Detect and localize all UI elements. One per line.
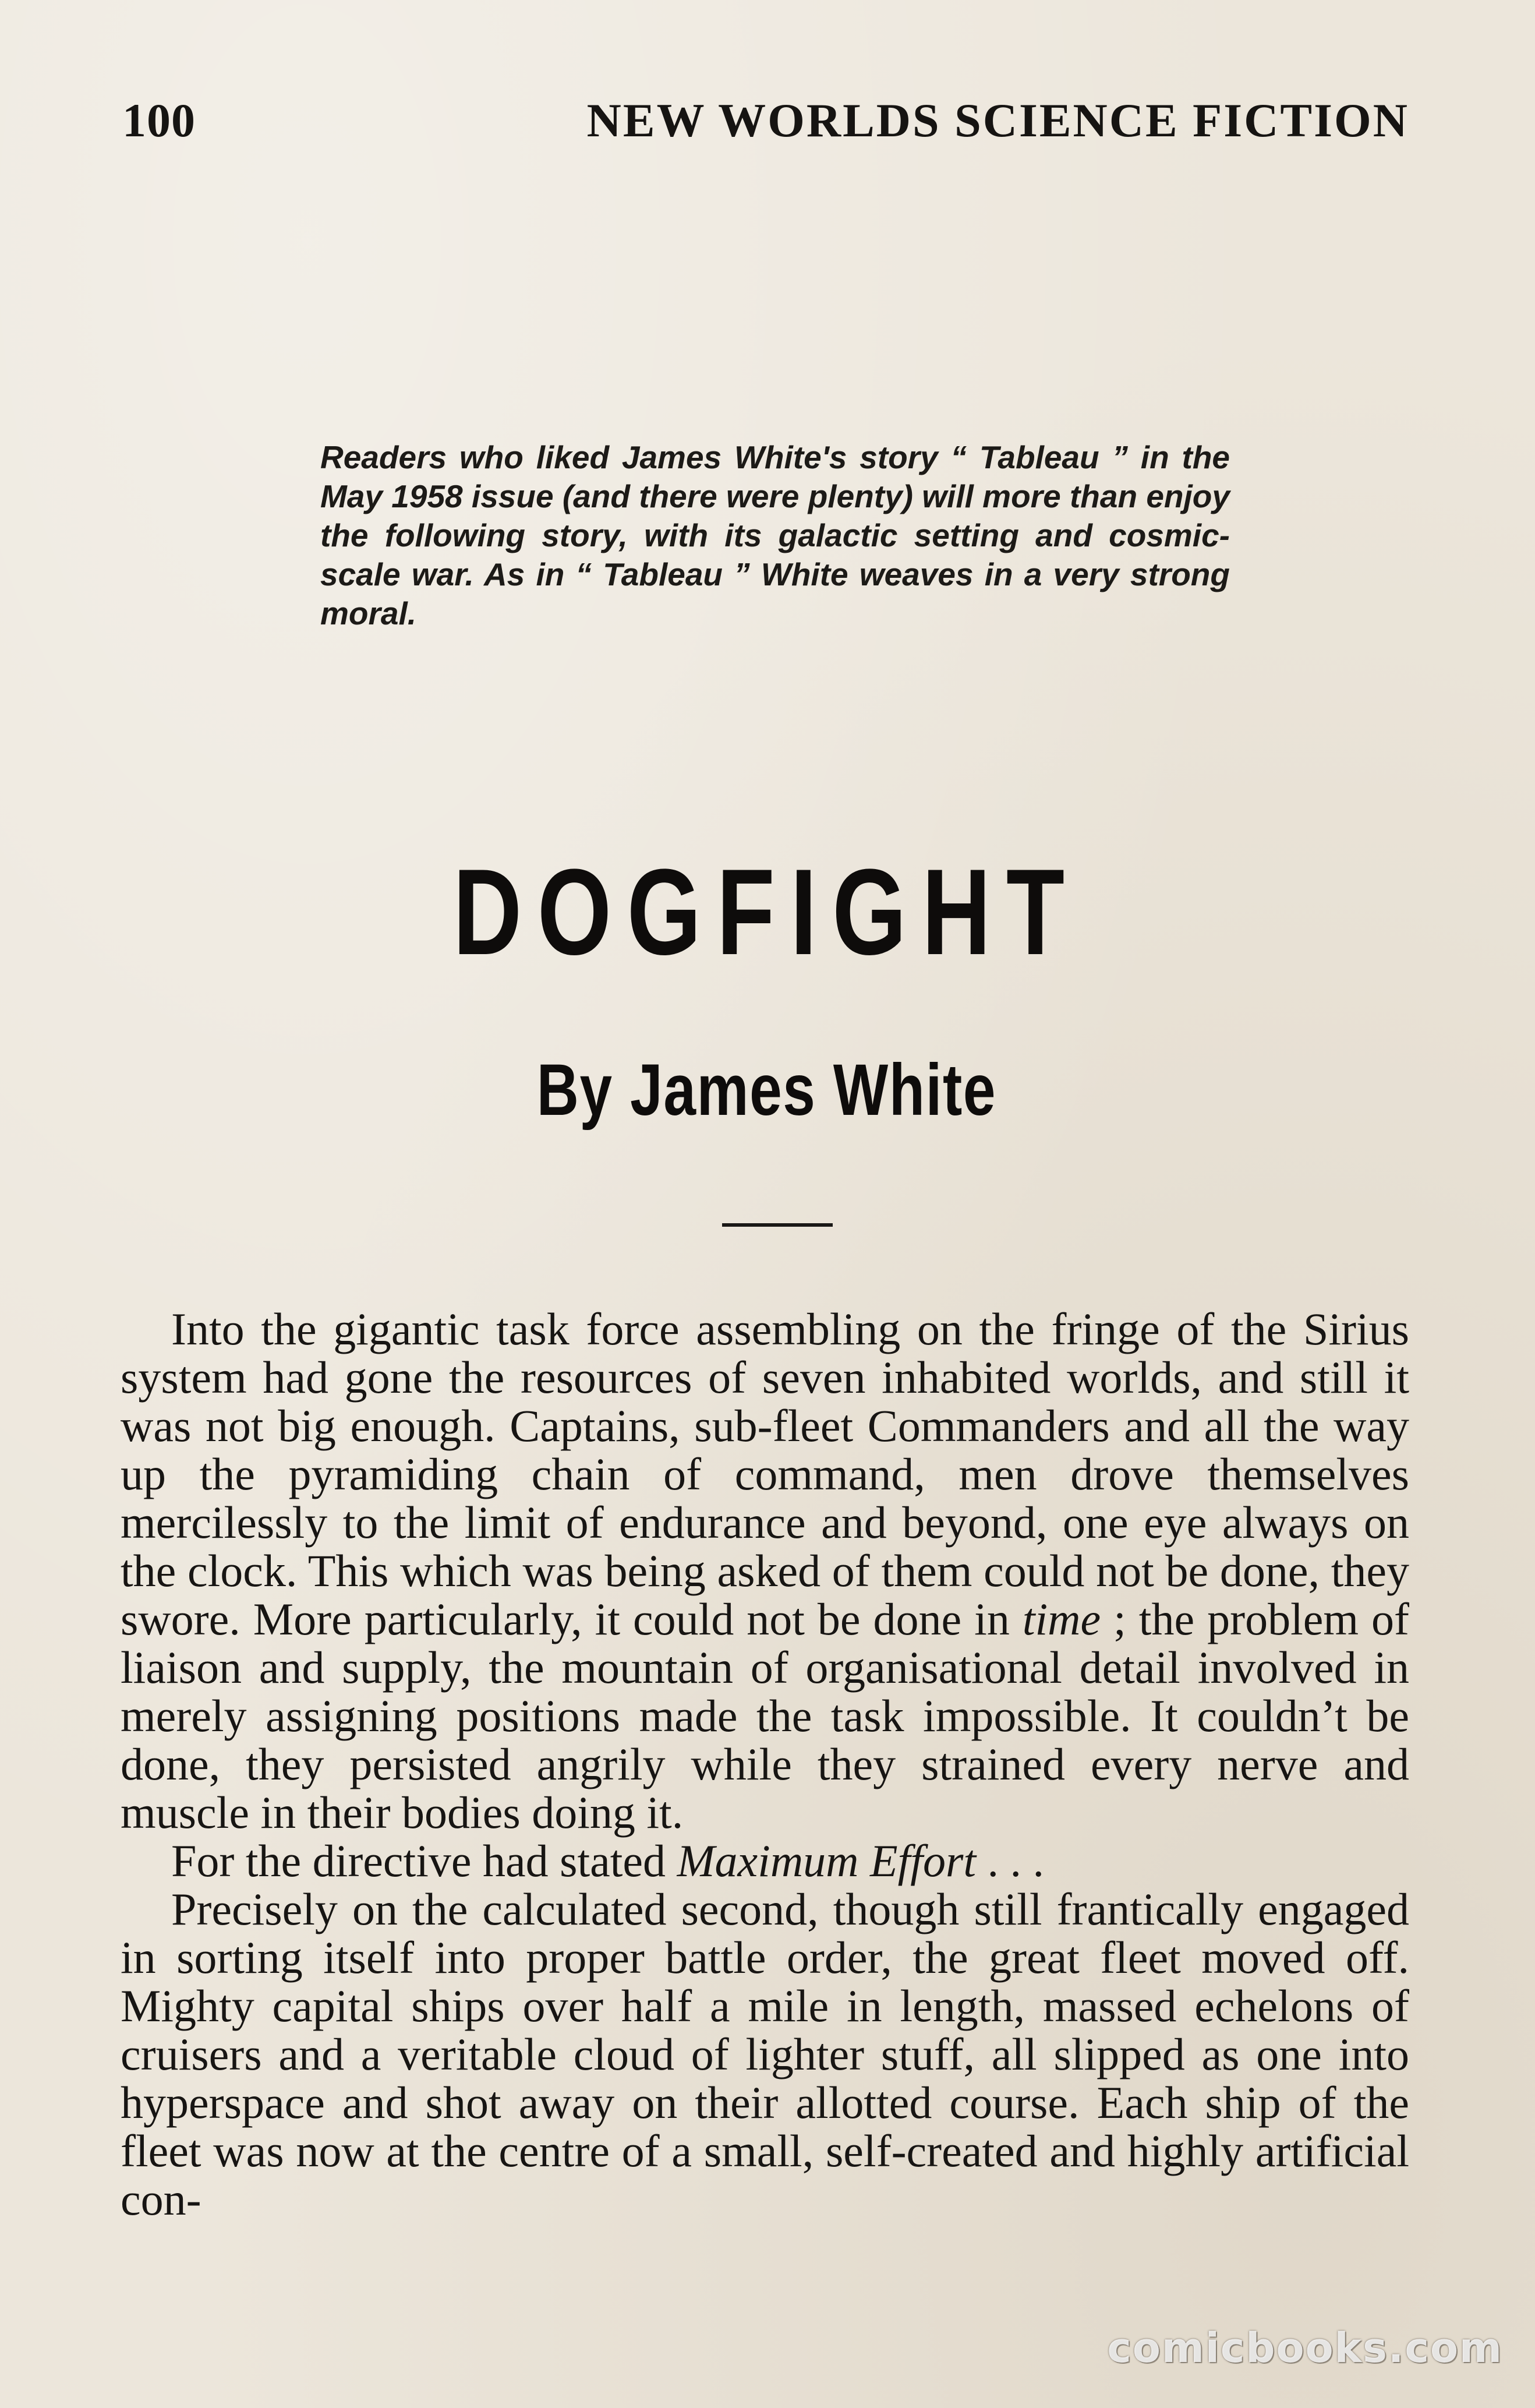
section-divider (722, 1223, 833, 1227)
running-head (122, 93, 1409, 157)
paragraph-2-text: For the directive had stated (171, 1835, 677, 1886)
magazine-title: NEW WORLDS SCIENCE FICTION (586, 94, 1409, 147)
story-introduction: Readers who liked James White's story “ Tableau ” in the May 1958 issue (and there were plenty) will more than enjoy the following story, with its galactic setting and cosmic-scale war. As in “ Tableau ” White weaves in a very strong moral. (320, 439, 1230, 631)
body-paragraph-2 (121, 1837, 1409, 1885)
page-number: 100 (122, 94, 196, 147)
story-body (121, 1305, 1409, 2223)
source-watermark: comicbooks.com (1107, 2324, 1503, 2372)
paragraph-1-emphasis: time (1022, 1594, 1101, 1644)
paragraph-2-text-end: . . . (976, 1835, 1044, 1886)
body-paragraph-1 (121, 1305, 1409, 1837)
paragraph-3-text: Precisely on the calculated second, though still frantically engaged in sorting itself into proper battle order, the great fleet moved off. Mighty capital ships over half a mile in length, massed echelons of cruisers and a veritable cloud of lighter stuff, all slipped as one into hyperspace and shot away on their allotted course. Each ship of the fleet was now at the centre of a small, self-created and highly artificial con- (121, 1884, 1409, 2225)
body-paragraph-3 (121, 1885, 1409, 2223)
paragraph-1-text-end: ; the problem of liaison and supply, the mountain of organisational detail involved in merely assigning positions made the task impossible. It couldn’t be done, they persisted angrily while they strained every nerve and muscle in their bodies doing it. (121, 1594, 1409, 1838)
paragraph-1-text: Into the gigantic task force assembling on the fringe of the Sirius system had gone the resources of seven inhabited worlds, and still it was not big enough. Captains, sub-fleet Commanders and all the way up the pyramiding chain of command, men drove themselves mercilessly to the limit of endurance and beyond, one eye always on the clock. This which was being asked of them could not be done, they swore. More particularly, it could not be done in (121, 1304, 1409, 1644)
author-byline: By James White (536, 1050, 997, 1131)
paragraph-2-emphasis: Maximum Effort (677, 1835, 976, 1886)
story-title: DOGFIGHT (452, 843, 1080, 980)
